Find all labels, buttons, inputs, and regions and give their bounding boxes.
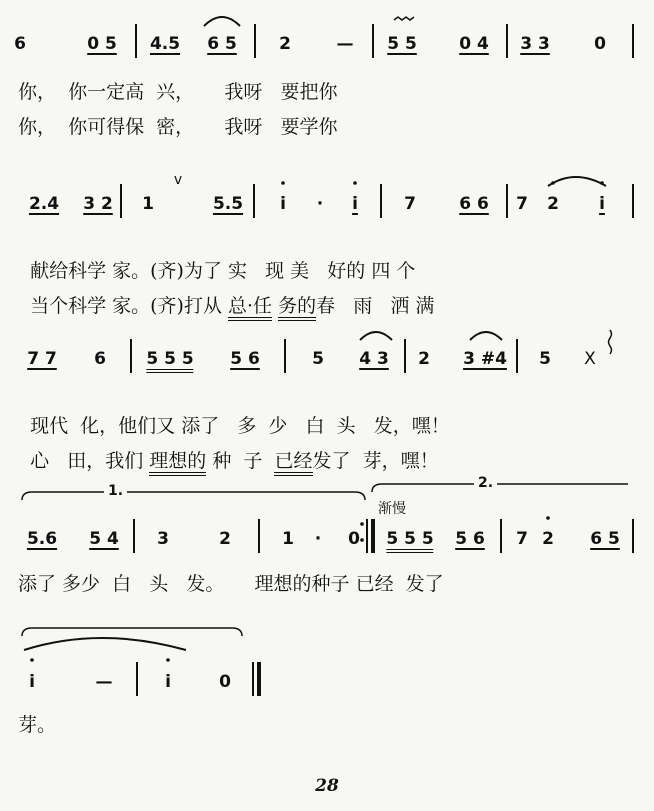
- final-barline-thick: [257, 662, 261, 696]
- system-5: [0, 648, 654, 708]
- lyric-segment: 发了 芽，嘿！: [312, 450, 439, 472]
- note: 4.5: [149, 34, 181, 54]
- note: 0 4: [459, 34, 489, 54]
- note: 0 5: [87, 34, 117, 54]
- final-barline-thin: [252, 662, 254, 696]
- note: 2: [279, 34, 291, 54]
- note: ·: [314, 529, 322, 549]
- note: —: [95, 672, 113, 692]
- tie-bracket: [22, 628, 242, 636]
- lyric-segment-underlined: 已经: [274, 450, 312, 476]
- note: 3 #4: [463, 349, 507, 369]
- note: 6: [14, 34, 26, 54]
- lyric-line: 添了 多少 白 头 发。 理想的种子 已经 发了: [18, 573, 444, 595]
- note: 2: [542, 529, 554, 549]
- lyric-segment: 现代 化，他们又 添了 多 少 白 头 发，嘿！: [30, 415, 450, 437]
- note: 7: [404, 194, 416, 214]
- note: 6: [94, 349, 106, 369]
- note: 6 6: [459, 194, 489, 214]
- note: 2: [547, 194, 559, 214]
- lyric-line: 你， 你一定高 兴， 我呀 要把你: [18, 81, 338, 103]
- lyric-segment: 春 雨 洒 满: [316, 295, 435, 317]
- lyric-segment: 当个科学 家。(齐)打从: [30, 295, 228, 317]
- note: i: [352, 194, 358, 214]
- barline: [136, 662, 138, 696]
- note: 0: [348, 529, 360, 549]
- lyric-segment: 心 田，我们: [30, 450, 150, 472]
- note: 7 7: [27, 349, 57, 369]
- note: 6 5: [590, 529, 620, 549]
- note: i: [165, 672, 171, 692]
- note: 0: [219, 672, 231, 692]
- breath-mark: v: [173, 172, 183, 188]
- note: 0: [594, 34, 606, 54]
- note: 5.6: [26, 529, 58, 549]
- lyric-segment-underlined: 务的: [278, 295, 316, 321]
- note: 3: [157, 529, 169, 549]
- lyric-line: 芽。: [18, 714, 57, 736]
- note: 5: [312, 349, 324, 369]
- note: 3 2: [83, 194, 113, 214]
- note: i: [29, 672, 35, 692]
- note: 6 5: [207, 34, 237, 54]
- lyric-line: 你， 你可得保 密， 我呀 要学你: [18, 116, 338, 138]
- lyric-segment: 种 子: [206, 450, 275, 472]
- note: i: [599, 194, 605, 214]
- note: 1: [282, 529, 294, 549]
- note: 3 3: [520, 34, 550, 54]
- note: X: [584, 349, 596, 369]
- page-number: 28: [315, 776, 339, 796]
- note: 5: [539, 349, 551, 369]
- volta-1-label: 1.: [104, 483, 127, 499]
- note: 5 5: [387, 34, 417, 54]
- tempo-marking: 渐慢: [378, 501, 406, 517]
- note: i: [280, 194, 286, 214]
- note: 4 3: [359, 349, 389, 369]
- note: 5.5: [212, 194, 244, 214]
- lyric-segment: 献给科学 家。(齐)为了 实 现 美 好的 四 个: [30, 260, 416, 282]
- note: 5 6: [230, 349, 260, 369]
- note: 5 6: [455, 529, 485, 549]
- note: 5 4: [89, 529, 119, 549]
- note: 2.4: [28, 194, 60, 214]
- note: 7: [516, 194, 528, 214]
- volta-2-label: 2.: [474, 475, 497, 491]
- lyric-segment-underlined: 总·任: [228, 295, 272, 321]
- note: 2: [418, 349, 430, 369]
- note: 2: [219, 529, 231, 549]
- note: 1: [142, 194, 154, 214]
- note: —: [336, 34, 354, 54]
- note: ·: [316, 194, 324, 214]
- note: 5 5 5: [386, 529, 433, 553]
- lyric-segment-underlined: 理想的: [149, 450, 206, 476]
- note: 7: [516, 529, 528, 549]
- note: 5 5 5: [146, 349, 193, 373]
